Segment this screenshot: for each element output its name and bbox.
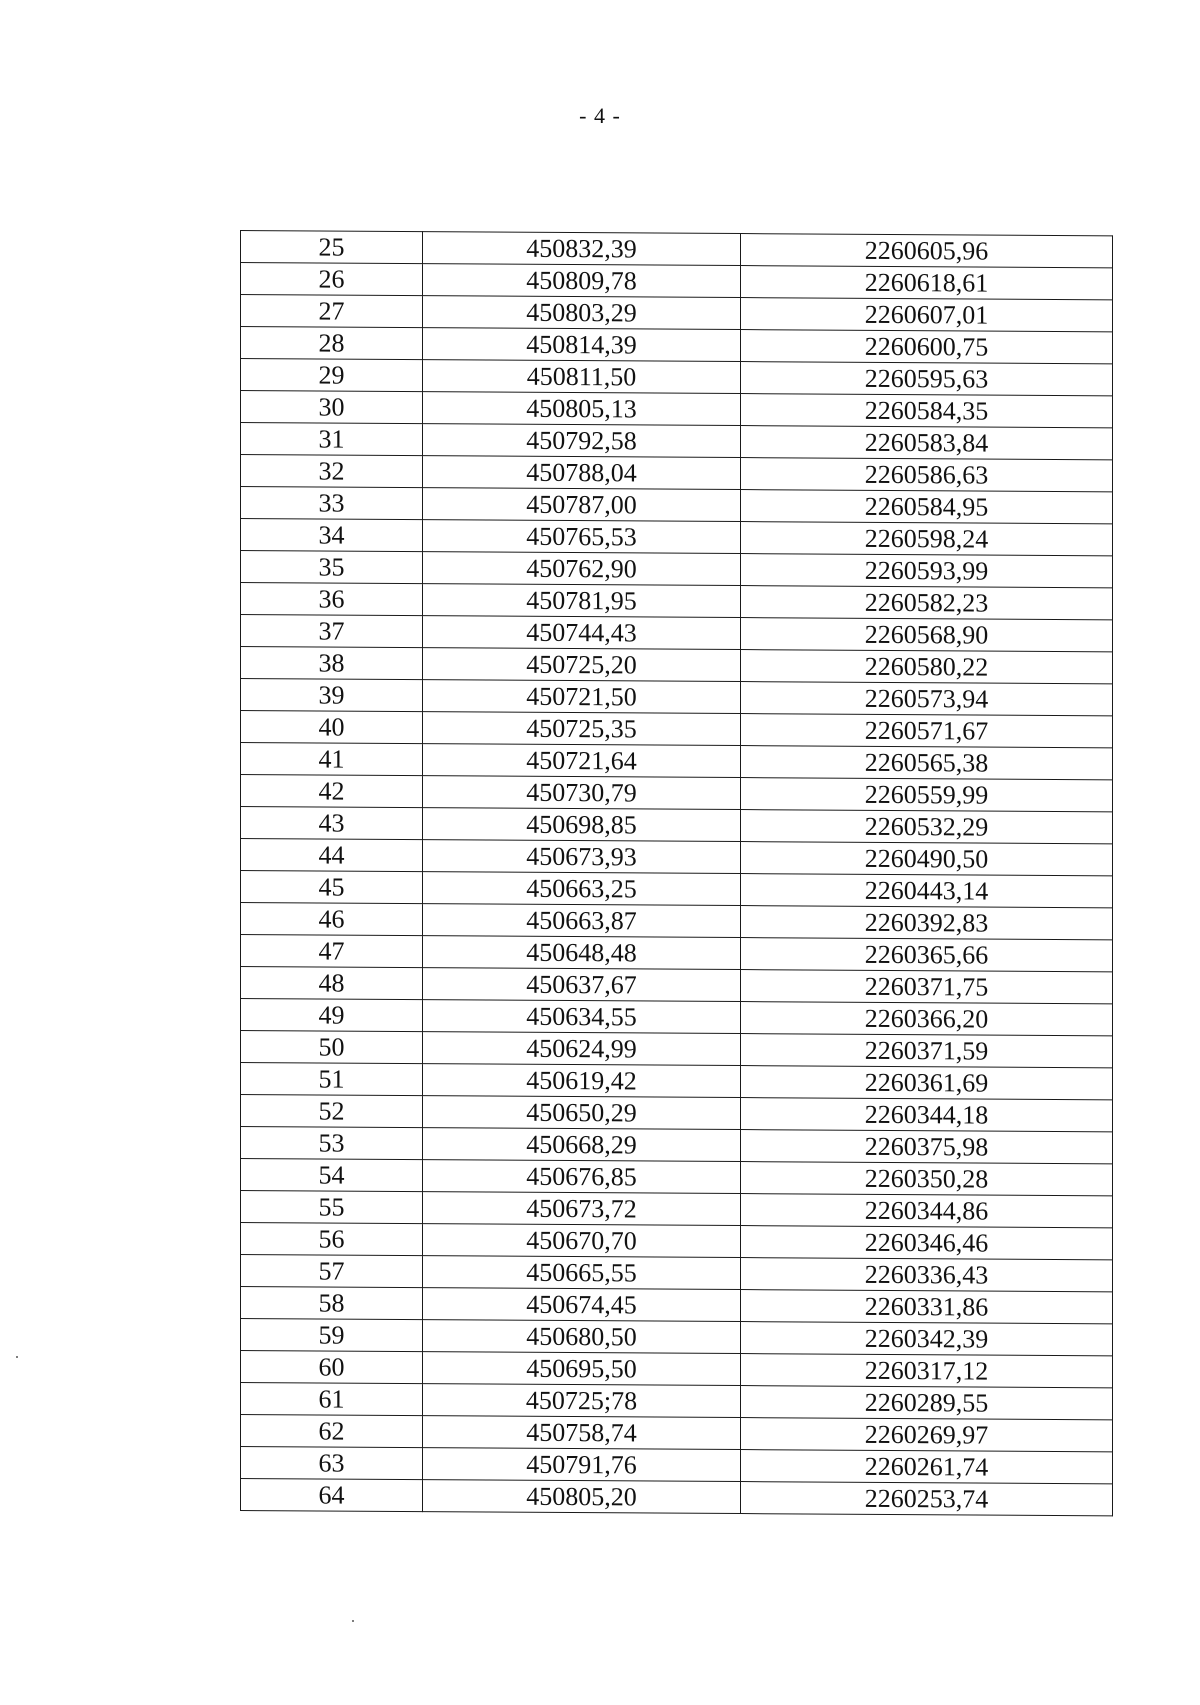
table-row <box>241 551 1113 588</box>
y-coordinate-cell: 2260365,66 <box>741 938 1113 972</box>
point-number-cell: 49 <box>241 999 423 1032</box>
point-number-cell: 34 <box>241 519 423 552</box>
scan-speck <box>16 1356 18 1358</box>
y-coordinate-cell: 2260584,95 <box>741 490 1113 524</box>
y-coordinate-cell: 2260371,75 <box>741 970 1113 1004</box>
table-row <box>241 359 1113 396</box>
point-number-cell: 46 <box>241 903 423 936</box>
point-number-cell: 30 <box>241 391 423 424</box>
y-coordinate-cell: 2260618,61 <box>741 266 1113 300</box>
point-number-cell: 44 <box>241 839 423 872</box>
point-number-cell: 56 <box>241 1223 423 1256</box>
point-number-cell: 32 <box>241 455 423 488</box>
table-row <box>241 1351 1113 1388</box>
x-coordinate-cell: 450792,58 <box>423 424 741 458</box>
table-row <box>241 711 1113 748</box>
point-number-cell: 31 <box>241 423 423 456</box>
table-row <box>241 1223 1113 1260</box>
x-coordinate-cell: 450698,85 <box>423 808 741 842</box>
x-coordinate-cell: 450765,53 <box>423 520 741 554</box>
y-coordinate-cell: 2260392,83 <box>741 906 1113 940</box>
x-coordinate-cell: 450787,00 <box>423 488 741 522</box>
x-coordinate-cell: 450674,45 <box>423 1288 741 1322</box>
x-coordinate-cell: 450758,74 <box>423 1416 741 1450</box>
point-number-cell: 25 <box>241 231 423 264</box>
point-number-cell: 35 <box>241 551 423 584</box>
table-row <box>241 967 1113 1004</box>
x-coordinate-cell: 450673,72 <box>423 1192 741 1226</box>
y-coordinate-cell: 2260571,67 <box>741 714 1113 748</box>
table-row <box>241 391 1113 428</box>
x-coordinate-cell: 450673,93 <box>423 840 741 874</box>
point-number-cell: 50 <box>241 1031 423 1064</box>
x-coordinate-cell: 450695,50 <box>423 1352 741 1386</box>
table-row <box>241 935 1113 972</box>
point-number-cell: 47 <box>241 935 423 968</box>
page-number: - 4 - <box>579 103 621 128</box>
y-coordinate-cell: 2260342,39 <box>741 1322 1113 1356</box>
x-coordinate-cell: 450637,67 <box>423 968 741 1002</box>
point-number-cell: 58 <box>241 1287 423 1320</box>
point-number-cell: 52 <box>241 1095 423 1128</box>
table-row <box>241 807 1113 844</box>
table-row <box>241 1191 1113 1228</box>
y-coordinate-cell: 2260593,99 <box>741 554 1113 588</box>
y-coordinate-cell: 2260344,18 <box>741 1098 1113 1132</box>
point-number-cell: 42 <box>241 775 423 808</box>
point-number-cell: 29 <box>241 359 423 392</box>
coordinates-table <box>240 230 1113 1516</box>
y-coordinate-cell: 2260331,86 <box>741 1290 1113 1324</box>
y-coordinate-cell: 2260269,97 <box>741 1418 1113 1452</box>
table-row <box>241 263 1113 300</box>
table-row <box>241 1063 1113 1100</box>
point-number-cell: 39 <box>241 679 423 712</box>
table-row <box>241 1479 1113 1516</box>
point-number-cell: 33 <box>241 487 423 520</box>
x-coordinate-cell: 450805,20 <box>423 1480 741 1514</box>
x-coordinate-cell: 450788,04 <box>423 456 741 490</box>
x-coordinate-cell: 450791,76 <box>423 1448 741 1482</box>
y-coordinate-cell: 2260565,38 <box>741 746 1113 780</box>
point-number-cell: 54 <box>241 1159 423 1192</box>
table-row <box>241 583 1113 620</box>
y-coordinate-cell: 2260490,50 <box>741 842 1113 876</box>
x-coordinate-cell: 450663,25 <box>423 872 741 906</box>
x-coordinate-cell: 450670,70 <box>423 1224 741 1258</box>
x-coordinate-cell: 450648,48 <box>423 936 741 970</box>
point-number-cell: 27 <box>241 295 423 328</box>
y-coordinate-cell: 2260598,24 <box>741 522 1113 556</box>
point-number-cell: 53 <box>241 1127 423 1160</box>
coordinates-table-body <box>241 231 1113 1516</box>
x-coordinate-cell: 450814,39 <box>423 328 741 362</box>
x-coordinate-cell: 450668,29 <box>423 1128 741 1162</box>
x-coordinate-cell: 450744,43 <box>423 616 741 650</box>
point-number-cell: 63 <box>241 1447 423 1480</box>
x-coordinate-cell: 450624,99 <box>423 1032 741 1066</box>
point-number-cell: 60 <box>241 1351 423 1384</box>
table-row <box>241 999 1113 1036</box>
point-number-cell: 37 <box>241 615 423 648</box>
y-coordinate-cell: 2260582,23 <box>741 586 1113 620</box>
table-row <box>241 231 1113 268</box>
y-coordinate-cell: 2260605,96 <box>741 234 1113 268</box>
table-row <box>241 1447 1113 1484</box>
point-number-cell: 59 <box>241 1319 423 1352</box>
y-coordinate-cell: 2260371,59 <box>741 1034 1113 1068</box>
table-row <box>241 1095 1113 1132</box>
point-number-cell: 28 <box>241 327 423 360</box>
point-number-cell: 38 <box>241 647 423 680</box>
table-row <box>241 423 1113 460</box>
point-number-cell: 26 <box>241 263 423 296</box>
y-coordinate-cell: 2260289,55 <box>741 1386 1113 1420</box>
y-coordinate-cell: 2260568,90 <box>741 618 1113 652</box>
point-number-cell: 43 <box>241 807 423 840</box>
table-row <box>241 615 1113 652</box>
x-coordinate-cell: 450725,20 <box>423 648 741 682</box>
table-row <box>241 1127 1113 1164</box>
y-coordinate-cell: 2260559,99 <box>741 778 1113 812</box>
x-coordinate-cell: 450725;78 <box>423 1384 741 1418</box>
y-coordinate-cell: 2260532,29 <box>741 810 1113 844</box>
x-coordinate-cell: 450619,42 <box>423 1064 741 1098</box>
x-coordinate-cell: 450721,50 <box>423 680 741 714</box>
point-number-cell: 36 <box>241 583 423 616</box>
point-number-cell: 48 <box>241 967 423 1000</box>
y-coordinate-cell: 2260584,35 <box>741 394 1113 428</box>
x-coordinate-cell: 450803,29 <box>423 296 741 330</box>
point-number-cell: 41 <box>241 743 423 776</box>
y-coordinate-cell: 2260350,28 <box>741 1162 1113 1196</box>
table-row <box>241 1255 1113 1292</box>
point-number-cell: 45 <box>241 871 423 904</box>
table-row <box>241 679 1113 716</box>
point-number-cell: 51 <box>241 1063 423 1096</box>
y-coordinate-cell: 2260580,22 <box>741 650 1113 684</box>
y-coordinate-cell: 2260344,86 <box>741 1194 1113 1228</box>
x-coordinate-cell: 450721,64 <box>423 744 741 778</box>
table-row <box>241 455 1113 492</box>
x-coordinate-cell: 450762,90 <box>423 552 741 586</box>
y-coordinate-cell: 2260253,74 <box>741 1482 1113 1516</box>
table-row <box>241 1159 1113 1196</box>
x-coordinate-cell: 450650,29 <box>423 1096 741 1130</box>
point-number-cell: 55 <box>241 1191 423 1224</box>
y-coordinate-cell: 2260346,46 <box>741 1226 1113 1260</box>
y-coordinate-cell: 2260573,94 <box>741 682 1113 716</box>
y-coordinate-cell: 2260336,43 <box>741 1258 1113 1292</box>
point-number-cell: 64 <box>241 1479 423 1512</box>
table-row <box>241 903 1113 940</box>
x-coordinate-cell: 450781,95 <box>423 584 741 618</box>
table-row <box>241 871 1113 908</box>
table-row <box>241 295 1113 332</box>
x-coordinate-cell: 450730,79 <box>423 776 741 810</box>
x-coordinate-cell: 450811,50 <box>423 360 741 394</box>
x-coordinate-cell: 450805,13 <box>423 392 741 426</box>
table-row <box>241 775 1113 812</box>
point-number-cell: 62 <box>241 1415 423 1448</box>
y-coordinate-cell: 2260595,63 <box>741 362 1113 396</box>
x-coordinate-cell: 450676,85 <box>423 1160 741 1194</box>
y-coordinate-cell: 2260600,75 <box>741 330 1113 364</box>
y-coordinate-cell: 2260361,69 <box>741 1066 1113 1100</box>
table-row <box>241 327 1113 364</box>
x-coordinate-cell: 450809,78 <box>423 264 741 298</box>
table-row <box>241 1415 1113 1452</box>
table-row <box>241 1383 1113 1420</box>
y-coordinate-cell: 2260366,20 <box>741 1002 1113 1036</box>
table-row <box>241 487 1113 524</box>
table-row <box>241 743 1113 780</box>
y-coordinate-cell: 2260586,63 <box>741 458 1113 492</box>
table-row <box>241 519 1113 556</box>
x-coordinate-cell: 450663,87 <box>423 904 741 938</box>
point-number-cell: 40 <box>241 711 423 744</box>
x-coordinate-cell: 450725,35 <box>423 712 741 746</box>
y-coordinate-cell: 2260261,74 <box>741 1450 1113 1484</box>
table-row <box>241 647 1113 684</box>
table-row <box>241 1287 1113 1324</box>
table-row <box>241 1031 1113 1068</box>
table-row <box>241 839 1113 876</box>
point-number-cell: 61 <box>241 1383 423 1416</box>
point-number-cell: 57 <box>241 1255 423 1288</box>
y-coordinate-cell: 2260375,98 <box>741 1130 1113 1164</box>
x-coordinate-cell: 450665,55 <box>423 1256 741 1290</box>
x-coordinate-cell: 450832,39 <box>423 232 741 266</box>
y-coordinate-cell: 2260317,12 <box>741 1354 1113 1388</box>
table-row <box>241 1319 1113 1356</box>
x-coordinate-cell: 450634,55 <box>423 1000 741 1034</box>
x-coordinate-cell: 450680,50 <box>423 1320 741 1354</box>
scan-speck <box>352 1620 354 1622</box>
y-coordinate-cell: 2260583,84 <box>741 426 1113 460</box>
y-coordinate-cell: 2260443,14 <box>741 874 1113 908</box>
y-coordinate-cell: 2260607,01 <box>741 298 1113 332</box>
